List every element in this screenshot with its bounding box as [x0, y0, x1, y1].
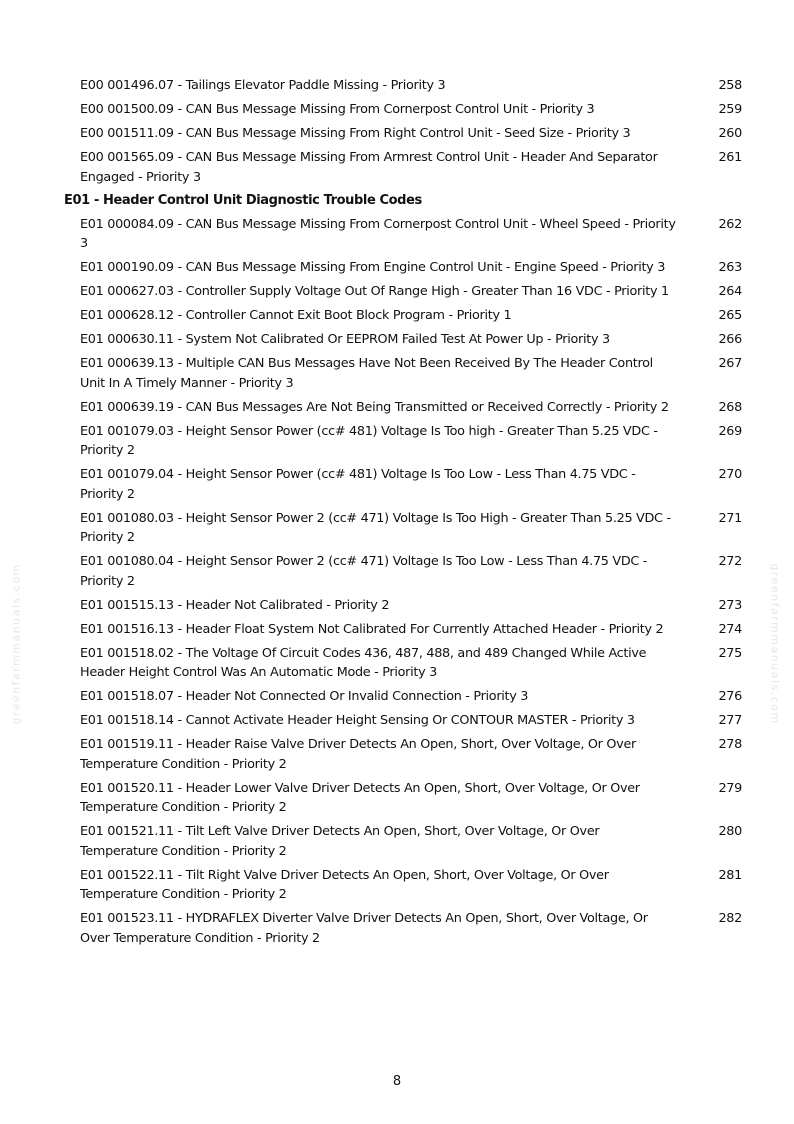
toc-entry-title: E01 001521.11 - Tilt Left Valve Driver Detects An Open, Short, Over Voltage, Or Over Temperature Condition - Priority 2 — [80, 824, 600, 859]
toc-entry-title: E01 000084.09 - CAN Bus Message Missing From Cornerpost Control Unit - Wheel Speed - Priority 3 — [80, 216, 676, 251]
toc-entry-page: 265 — [718, 308, 742, 323]
toc-entry[interactable] — [58, 100, 746, 120]
toc-entry-title: E01 000190.09 - CAN Bus Message Missing From Engine Control Unit - Engine Speed - Priority 3 — [80, 260, 666, 275]
toc-entry-page: 263 — [718, 260, 742, 275]
toc-entry[interactable] — [58, 822, 746, 861]
toc-entry-page: 276 — [718, 689, 742, 704]
toc-entry-page: 259 — [718, 102, 742, 117]
toc-entry[interactable] — [58, 258, 746, 278]
toc-entry-title: E00 001565.09 - CAN Bus Message Missing From Armrest Control Unit - Header And Separator Engaged - Priority 3 — [80, 150, 658, 185]
toc-entry[interactable] — [58, 215, 746, 254]
toc-entry-title: E01 001515.13 - Header Not Calibrated - Priority 2 — [80, 597, 390, 613]
toc-entry-title: E01 001518.02 - The Voltage Of Circuit Codes 436, 487, 488, and 489 Changed While Active Header Height Control Was An Automatic Mode - Priority 3 — [80, 645, 647, 680]
toc-entry-title: E01 001518.07 - Header Not Connected Or Invalid Connection - Priority 3 — [80, 689, 529, 704]
toc-entry-page: 279 — [718, 780, 742, 796]
section-heading[interactable]: E01 - Header Control Unit Diagnostic Trouble Codes — [64, 192, 422, 208]
toc-entry-page: 282 — [718, 911, 742, 926]
toc-entry[interactable] — [58, 330, 746, 350]
toc-entry-title: E01 001520.11 - Header Lower Valve Driver Detects An Open, Short, Over Voltage, Or Over Temperature Condition - Priority 2 — [80, 780, 640, 815]
watermark-right: greenfarmmanuals.com — [768, 563, 782, 725]
toc-entry-title: E01 001079.03 - Height Sensor Power (cc# 481) Voltage Is Too high - Greater Than 5.25 VDC - Priority 2 — [80, 423, 658, 458]
toc-entry[interactable] — [58, 76, 746, 96]
toc-entry-title: E01 000630.11 - System Not Calibrated Or EEPROM Failed Test At Power Up - Priority 3 — [80, 332, 610, 347]
toc-entry[interactable] — [58, 124, 746, 144]
toc-entry-page: 280 — [718, 824, 742, 839]
toc-entry[interactable] — [58, 620, 746, 640]
toc-entry-page: 274 — [718, 621, 742, 637]
toc-entry-page: 268 — [718, 399, 742, 415]
toc-entry-title: E01 000627.03 - Controller Supply Voltage Out Of Range High - Greater Than 16 VDC - Priority 1 — [80, 284, 669, 299]
toc-entry-page: 272 — [718, 554, 742, 569]
toc-entry-page: 261 — [718, 150, 742, 165]
toc-entry-title: E01 001522.11 - Tilt Right Valve Driver Detects An Open, Short, Over Voltage, Or Over Temperature Condition - Priority 2 — [80, 867, 609, 902]
toc-entry[interactable] — [58, 354, 746, 393]
toc-entry-title: E01 001519.11 - Header Raise Valve Driver Detects An Open, Short, Over Voltage, Or Over Temperature Condition - Priority 2 — [80, 737, 636, 772]
toc-entry-title: E01 001523.11 - HYDRAFLEX Diverter Valve Driver Detects An Open, Short, Over Voltage, Or Over Temperature Condition - Priority 2 — [80, 911, 648, 946]
toc-entry-page: 281 — [718, 867, 742, 883]
toc-entry-page: 277 — [718, 713, 742, 728]
toc-entry-page: 273 — [718, 597, 742, 613]
toc-entry-page: 262 — [718, 216, 742, 232]
toc-entry[interactable] — [58, 711, 746, 731]
toc-entry[interactable] — [58, 866, 746, 905]
toc-entry-page: 269 — [718, 423, 742, 439]
toc-entry[interactable] — [58, 909, 746, 948]
toc-entry[interactable] — [58, 306, 746, 326]
toc-entry[interactable] — [58, 509, 746, 548]
toc-entry[interactable] — [58, 735, 746, 774]
toc-entries — [58, 215, 746, 949]
page-number: 8 — [392, 1074, 402, 1089]
toc-entry[interactable] — [58, 465, 746, 504]
toc-entry[interactable] — [58, 779, 746, 818]
toc-entry-page: 275 — [718, 645, 742, 661]
toc-entry[interactable] — [58, 148, 746, 187]
table-of-contents — [58, 76, 746, 953]
toc-entry-page: 266 — [718, 332, 742, 347]
toc-entry-page: 278 — [718, 737, 742, 752]
toc-entries-before — [58, 76, 746, 187]
toc-entry-title: E01 001079.04 - Height Sensor Power (cc# 481) Voltage Is Too Low - Less Than 4.75 VDC - Priority 2 — [80, 467, 636, 502]
toc-entry[interactable] — [58, 398, 746, 418]
toc-entry-title: E01 000628.12 - Controller Cannot Exit Boot Block Program - Priority 1 — [80, 308, 512, 323]
toc-entry-title: E01 001080.03 - Height Sensor Power 2 (cc# 471) Voltage Is Too High - Greater Than 5.25 VDC - Priority 2 — [80, 510, 671, 545]
toc-entry[interactable] — [58, 596, 746, 616]
toc-entry-title: E01 000639.13 - Multiple CAN Bus Messages Have Not Been Received By The Header Control Unit In A Timely Manner - Priority 3 — [80, 356, 653, 391]
toc-entry-title: E01 001080.04 - Height Sensor Power 2 (cc# 471) Voltage Is Too Low - Less Than 4.75 VDC - Priority 2 — [80, 554, 648, 589]
toc-entry[interactable] — [58, 422, 746, 461]
toc-entry-page: 258 — [718, 78, 742, 93]
toc-entry-title: E00 001511.09 - CAN Bus Message Missing From Right Control Unit - Seed Size - Priority 3 — [80, 126, 631, 141]
toc-entry-title: E00 001500.09 - CAN Bus Message Missing From Cornerpost Control Unit - Priority 3 — [80, 102, 595, 117]
watermark-left: greenfarmmanuals.com — [9, 563, 23, 725]
toc-entry[interactable] — [58, 552, 746, 591]
toc-entry-page: 267 — [718, 356, 742, 371]
toc-entry[interactable] — [58, 282, 746, 302]
toc-entry-page: 264 — [718, 284, 742, 299]
toc-entry-title: E01 001516.13 - Header Float System Not Calibrated For Currently Attached Header - Priority 2 — [80, 621, 664, 637]
toc-entry-title: E01 000639.19 - CAN Bus Messages Are Not Being Transmitted or Received Correctly - Priority 2 — [80, 399, 669, 415]
toc-entry-title: E00 001496.07 - Tailings Elevator Paddle Missing - Priority 3 — [80, 78, 446, 93]
toc-entry-title: E01 001518.14 - Cannot Activate Header Height Sensing Or CONTOUR MASTER - Priority 3 — [80, 713, 635, 728]
toc-entry-page: 270 — [718, 467, 742, 482]
toc-entry[interactable] — [58, 687, 746, 707]
toc-entry-page: 271 — [718, 510, 742, 526]
toc-entry-page: 260 — [718, 126, 742, 141]
toc-entry[interactable] — [58, 644, 746, 683]
